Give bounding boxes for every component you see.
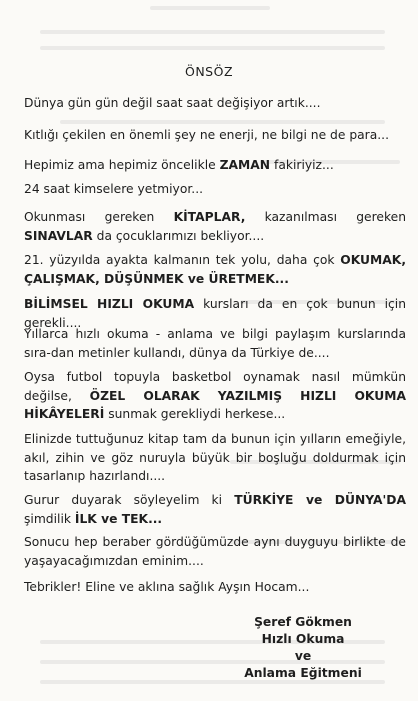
bold-text: SINAVLAR [24,228,93,243]
bold-text: KİTAPLAR, [173,210,246,224]
text-run: Oysa futbol topuyla basketbol oynamak nasıl mümkün değilse, [24,370,406,403]
signature-and: ve [294,649,312,663]
paragraph [24,126,406,145]
paragraph [24,180,406,199]
text-run: Dünya gün gün değil saat saat değişiyor artık.... [24,96,321,110]
text-run: kazanılması gereken [245,210,406,224]
text-run: Okunması gereken [24,210,174,224]
text-run: 24 saat kimselere yetmiyor... [24,182,204,196]
paragraph [24,430,406,486]
text-run: da çocuklarımızı bekliyor.... [92,228,265,243]
bold-text: ÖZEL OLARAK YAZILMIŞ HIZLI OKUMA HİKÂYELERİ [24,388,406,421]
text-run: 21. yüzyılda ayakta kalmanın tek yolu, daha çok [24,253,341,267]
paragraph [24,208,406,245]
bold-text: ZAMAN [219,158,271,172]
text-run: Sonucu hep beraber gördüğümüzde aynı duyguyu birlikte de yaşayacağımızdan eminim.... [24,535,406,568]
paragraph [24,156,406,175]
paragraph [24,533,406,570]
paragraph [24,491,406,528]
bold-text: TÜRKİYE ve DÜNYA'DA [234,493,407,507]
paragraph [24,578,406,597]
signature-title: Hızlı Okuma [261,632,345,646]
text-run: Yıllarca hızlı okuma - anlama ve bilgi paylaşım kurslarında sıra-dan metinler kullandı, dünya da Türkiye de.... [24,327,406,360]
paragraph [24,368,406,424]
text-run: Gurur duyarak söyleyelim ki [24,493,235,507]
text-run: Hepimiz ama hepimiz öncelikle [24,158,220,172]
text-run: Tebrikler! Eline ve aklına sağlık Ayşın Hocam... [24,580,310,594]
text-run: sunmak gerekliydi herkese... [104,407,286,421]
text-run: kursları da en çok bunun için gerekli.... [24,297,406,330]
page-title: ÖNSÖZ [184,64,234,79]
paragraph [24,251,406,288]
bold-text: İLK ve TEK... [74,511,163,526]
text-run: şimdilik [24,511,75,526]
paragraph [24,94,406,113]
text-run: Kıtlığı çekilen en önemli şey ne enerji, ne bilgi ne de para... [24,128,389,142]
bold-text: OKUMAK, ÇALIŞMAK, DÜŞÜNMEK ve ÜRETMEK... [24,253,406,286]
bold-text: BİLİMSEL HIZLI OKUMA [24,297,195,311]
text-run: fakiriyiz... [270,158,334,172]
text-run: Elinizde tuttuğunuz kitap tam da bunun için yılların emeğiyle, akıl, zihin ve göz nuruyla büyük bir boşluğu doldurmak için tasarlanıp hazırlandı.... [24,432,406,483]
signature-name: Şeref Gökmen [254,615,352,629]
signature-role: Anlama Eğitmeni [244,666,362,680]
paragraph [24,325,406,362]
